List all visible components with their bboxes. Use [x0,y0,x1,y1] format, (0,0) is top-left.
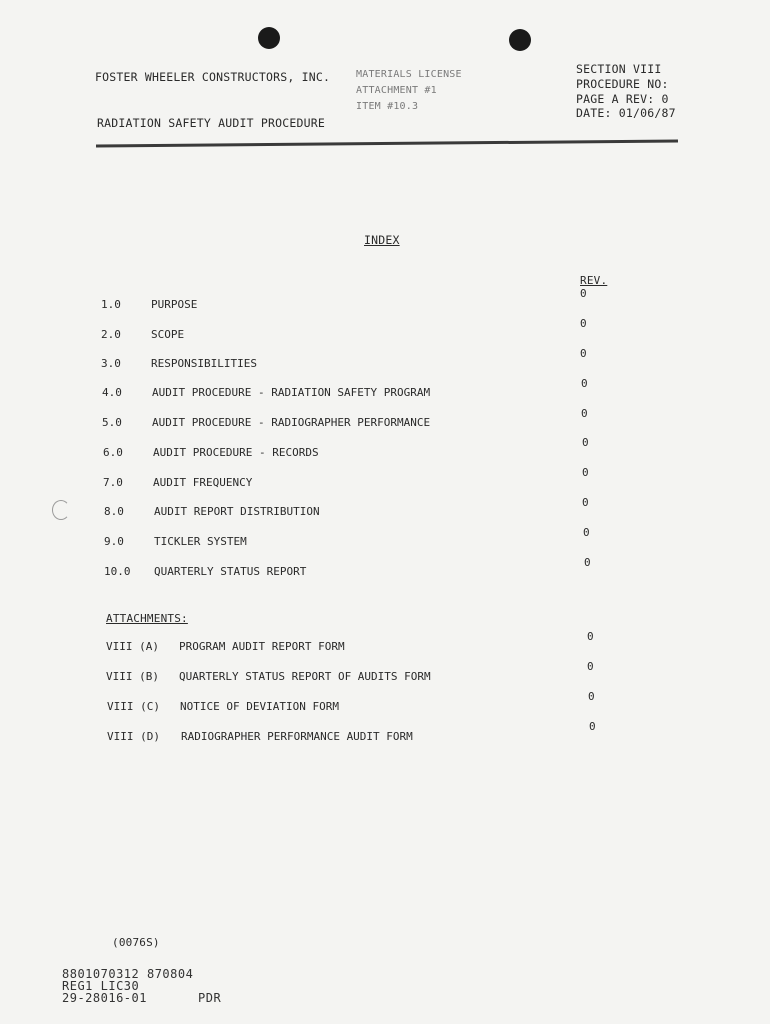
index-row [104,535,504,549]
attachment-number: VIII (B) [106,670,159,683]
index-rev: 0 [580,347,587,360]
attachment-row [107,730,507,744]
index-rev: 0 [582,496,589,509]
punch-hole-left [258,27,280,49]
index-title: AUDIT PROCEDURE - RECORDS [153,446,319,459]
section-label: SECTION VIII [576,62,662,76]
index-number: 8.0 [104,505,124,518]
index-rev: 0 [581,407,588,420]
pdr-stamp: PDR [198,991,222,1005]
index-number: 7.0 [103,476,123,489]
company-name: FOSTER WHEELER CONSTRUCTORS, INC. [95,70,331,84]
rev-column-heading: REV. [580,274,608,287]
index-row [103,476,503,490]
attachment-title: NOTICE OF DEVIATION FORM [180,700,339,713]
index-number: 6.0 [103,446,123,459]
attachment-title: QUARTERLY STATUS REPORT OF AUDITS FORM [179,670,431,683]
index-title: RESPONSIBILITIES [151,357,257,370]
index-row [101,298,501,312]
index-row [101,328,501,342]
index-rev: 0 [584,556,591,569]
index-number: 4.0 [102,386,122,399]
index-title: TICKLER SYSTEM [154,535,247,548]
margin-mark [52,500,70,520]
index-row [102,416,502,430]
license-line-1: MATERIALS LICENSE [356,69,462,80]
punch-hole-right [509,29,531,51]
accession-stamp-2: REG1 LIC30 [62,979,140,993]
index-heading: INDEX [364,233,400,247]
index-title: AUDIT PROCEDURE - RADIOGRAPHER PERFORMANCE [152,416,431,429]
index-title: AUDIT PROCEDURE - RADIATION SAFETY PROGRAM [152,386,431,399]
attachment-row [106,640,506,654]
index-row [101,357,501,371]
attachment-row [107,700,507,714]
index-title: AUDIT REPORT DISTRIBUTION [154,505,320,518]
index-row [102,386,502,400]
index-rev: 0 [582,466,589,479]
attachment-title: PROGRAM AUDIT REPORT FORM [179,640,345,653]
attachment-row [106,670,506,684]
index-rev: 0 [583,526,590,539]
index-rev: 0 [580,317,587,330]
index-row [103,446,503,460]
page-rev: PAGE A REV: 0 [576,92,669,106]
license-line-3: ITEM #10.3 [356,101,419,112]
procedure-title: RADIATION SAFETY AUDIT PROCEDURE [97,116,325,130]
index-rev: 0 [580,287,587,300]
attachments-heading: ATTACHMENTS: [106,612,188,625]
attachment-number: VIII (D) [107,730,160,743]
document-code: (0076S) [112,936,160,949]
attachment-rev: 0 [587,630,594,643]
attachment-rev: 0 [589,720,596,733]
document-date: DATE: 01/06/87 [576,106,676,120]
attachment-rev: 0 [588,690,595,703]
index-number: 3.0 [101,357,121,370]
index-title: PURPOSE [151,298,198,311]
index-number: 10.0 [104,565,131,578]
accession-stamp-1: 8801070312 870804 [62,967,194,981]
index-title: SCOPE [151,328,185,341]
header-divider [96,139,678,147]
index-number: 5.0 [102,416,122,429]
attachment-rev: 0 [587,660,594,673]
index-number: 2.0 [101,328,121,341]
attachment-title: RADIOGRAPHER PERFORMANCE AUDIT FORM [181,730,413,743]
index-row [104,565,504,579]
index-title: QUARTERLY STATUS REPORT [154,565,307,578]
accession-stamp-3: 29-28016-01 [62,991,147,1005]
index-title: AUDIT FREQUENCY [153,476,253,489]
index-rev: 0 [581,377,588,390]
attachment-number: VIII (C) [107,700,160,713]
index-rev: 0 [582,436,589,449]
attachment-number: VIII (A) [106,640,159,653]
index-number: 9.0 [104,535,124,548]
license-line-2: ATTACHMENT #1 [356,85,437,96]
index-number: 1.0 [101,298,121,311]
index-row [104,505,504,519]
procedure-number: PROCEDURE NO: [576,77,669,91]
